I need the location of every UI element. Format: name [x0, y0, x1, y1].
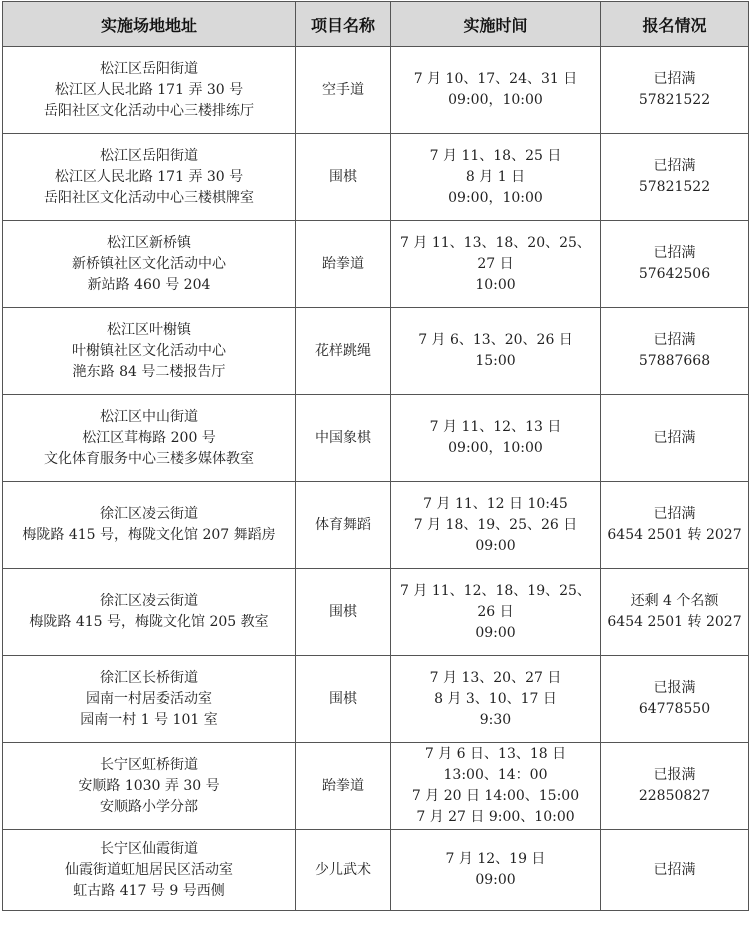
project-text: 空手道 [322, 81, 364, 98]
time-line: 7 月 11、13、18、20、25、 [400, 234, 591, 251]
address-cell [3, 134, 296, 221]
header-project: 项目名称 [296, 2, 391, 47]
status-cell [601, 47, 749, 134]
time-cell [391, 656, 601, 743]
status-line: 已招满 [653, 158, 696, 174]
project-cell [296, 569, 391, 656]
header-time: 实施时间 [391, 2, 601, 47]
address-cell [3, 308, 296, 395]
project-cell [296, 134, 391, 221]
address-cell [3, 482, 296, 569]
address-line: 松江区岳阳街道 [100, 147, 198, 164]
status-line: 已报满 [653, 680, 696, 696]
table-row [3, 134, 749, 221]
time-cell [391, 47, 601, 134]
project-cell [296, 395, 391, 482]
status-line: 还剩 4 个名额 [630, 593, 719, 609]
address-line: 新桥镇社区文化活动中心 [72, 255, 226, 272]
table-row [3, 47, 749, 134]
status-cell [601, 308, 749, 395]
address-line: 安顺路小学分部 [100, 798, 198, 815]
time-line: 8 月 1 日 [465, 168, 526, 185]
status-cell [601, 569, 749, 656]
time-line: 26 日 [477, 603, 514, 620]
time-line: 7 月 11、18、25 日 [429, 147, 562, 164]
project-cell [296, 743, 391, 830]
address-line: 新站路 460 号 204 [87, 276, 211, 293]
address-line: 长宁区虹桥街道 [100, 756, 198, 773]
project-cell [296, 308, 391, 395]
status-line: 已招满 [653, 506, 696, 522]
address-line: 徐汇区长桥街道 [100, 669, 198, 686]
address-line: 园南一村居委活动室 [86, 690, 212, 707]
status-line: 已招满 [653, 245, 696, 261]
table-row [3, 830, 749, 911]
header-status: 报名情况 [601, 2, 749, 47]
status-line: 已招满 [653, 429, 696, 446]
status-line: 已招满 [653, 332, 696, 348]
status-line: 已报满 [653, 767, 696, 783]
address-line: 滟东路 84 号二楼报告厅 [72, 363, 226, 380]
time-line: 7 月 11、12、18、19、25、 [400, 582, 591, 599]
status-cell [601, 830, 749, 911]
time-cell [391, 482, 601, 569]
address-line: 文化体育服务中心三楼多媒体教室 [44, 450, 254, 467]
address-line: 长宁区仙霞街道 [100, 840, 198, 857]
time-line: 7 月 10、17、24、31 日 [413, 71, 578, 87]
time-line: 10:00 [475, 276, 516, 293]
table-row [3, 395, 749, 482]
status-line: 22850827 [638, 788, 711, 804]
address-line: 松江区岳阳街道 [100, 60, 198, 77]
time-cell [391, 830, 601, 911]
status-cell [601, 134, 749, 221]
status-cell [601, 221, 749, 308]
address-line: 松江区人民北路 171 弄 30 号 [54, 168, 244, 185]
address-line: 仙霞街道虹旭居民区活动室 [65, 861, 233, 878]
table-row [3, 308, 749, 395]
time-line: 27 日 [477, 255, 514, 272]
table-row [3, 656, 749, 743]
time-cell [391, 743, 601, 830]
project-cell [296, 482, 391, 569]
status-line: 57887668 [638, 353, 711, 369]
address-line: 叶榭镇社区文化活动中心 [72, 342, 226, 359]
project-cell [296, 656, 391, 743]
address-line: 梅陇路 415 号，梅陇文化馆 205 教室 [29, 614, 269, 630]
status-line: 64778550 [638, 701, 711, 717]
project-cell [296, 47, 391, 134]
time-cell [391, 221, 601, 308]
project-text: 围棋 [329, 603, 357, 620]
address-line: 徐汇区凌云街道 [100, 506, 198, 522]
time-line: 7 月 13、20、27 日 [429, 669, 562, 686]
status-line: 57821522 [638, 179, 711, 195]
address-line: 梅陇路 415 号，梅陇文化馆 207 舞蹈房 [22, 527, 276, 543]
address-cell [3, 830, 296, 911]
address-cell [3, 569, 296, 656]
status-line: 57642506 [638, 266, 711, 282]
time-line: 7 月 6、13、20、26 日 [418, 332, 573, 348]
status-cell [601, 743, 749, 830]
project-cell [296, 221, 391, 308]
schedule-table [2, 1, 749, 911]
status-line: 6454 2501 转 2027 [607, 614, 742, 630]
time-line: 7 月 20 日 14:00、15:00 [411, 788, 580, 804]
address-cell [3, 743, 296, 830]
project-text: 围棋 [329, 690, 357, 707]
time-cell [391, 134, 601, 221]
time-line: 7 月 11、12 日 10:45 [423, 495, 568, 512]
time-line: 7 月 6 日、13、18 日 [424, 746, 567, 762]
status-line: 已招满 [653, 71, 696, 87]
status-line: 57821522 [638, 92, 711, 108]
address-line: 虹古路 417 号 9 号西侧 [73, 882, 225, 899]
time-line: 09:00 [475, 537, 516, 554]
status-cell [601, 482, 749, 569]
table-row [3, 743, 749, 830]
time-cell [391, 395, 601, 482]
time-line: 09:00，10:00 [448, 440, 543, 456]
address-line: 园南一村 1 号 101 室 [80, 711, 218, 728]
time-line: 7 月 12、19 日 [445, 851, 546, 867]
status-line: 已招满 [653, 861, 696, 878]
time-line: 15:00 [475, 353, 516, 369]
time-line: 8 月 3、10、17 日 [434, 690, 557, 707]
table-row [3, 569, 749, 656]
address-cell [3, 47, 296, 134]
project-text: 体育舞蹈 [315, 516, 371, 533]
table-row [3, 221, 749, 308]
status-cell [601, 395, 749, 482]
address-cell [3, 221, 296, 308]
address-line: 岳阳社区文化活动中心三楼棋牌室 [44, 189, 254, 206]
address-line: 徐汇区凌云街道 [100, 593, 198, 609]
time-line: 09:00，10:00 [448, 189, 543, 206]
address-line: 安顺路 1030 弄 30 号 [78, 777, 220, 794]
project-text: 花样跳绳 [315, 342, 371, 359]
time-cell [391, 308, 601, 395]
project-text: 跆拳道 [322, 777, 364, 794]
status-cell [601, 656, 749, 743]
time-line: 09:00 [475, 872, 516, 888]
time-line: 7 月 18、19、25、26 日 [413, 516, 578, 533]
address-cell [3, 656, 296, 743]
address-line: 松江区茸梅路 200 号 [82, 429, 216, 446]
header-row [3, 2, 749, 47]
status-line: 6454 2501 转 2027 [607, 527, 742, 543]
project-text: 中国象棋 [315, 429, 371, 446]
project-text: 跆拳道 [322, 255, 364, 272]
address-cell [3, 395, 296, 482]
time-cell [391, 569, 601, 656]
time-line: 13:00、14：00 [443, 767, 548, 783]
address-line: 松江区中山街道 [100, 408, 198, 425]
time-line: 09:00，10:00 [448, 92, 543, 108]
project-text: 少儿武术 [315, 861, 371, 878]
time-line: 9:30 [479, 711, 512, 728]
address-line: 松江区新桥镇 [107, 234, 191, 251]
time-line: 09:00 [475, 624, 516, 641]
project-text: 围棋 [329, 168, 357, 185]
project-cell [296, 830, 391, 911]
address-line: 岳阳社区文化活动中心三楼排练厅 [44, 102, 254, 119]
header-address: 实施场地地址 [3, 2, 296, 47]
address-line: 松江区叶榭镇 [107, 321, 191, 338]
table-row [3, 482, 749, 569]
time-line: 7 月 11、12、13 日 [429, 419, 562, 435]
address-line: 松江区人民北路 171 弄 30 号 [54, 81, 244, 98]
time-line: 7 月 27 日 9:00、10:00 [416, 809, 575, 825]
